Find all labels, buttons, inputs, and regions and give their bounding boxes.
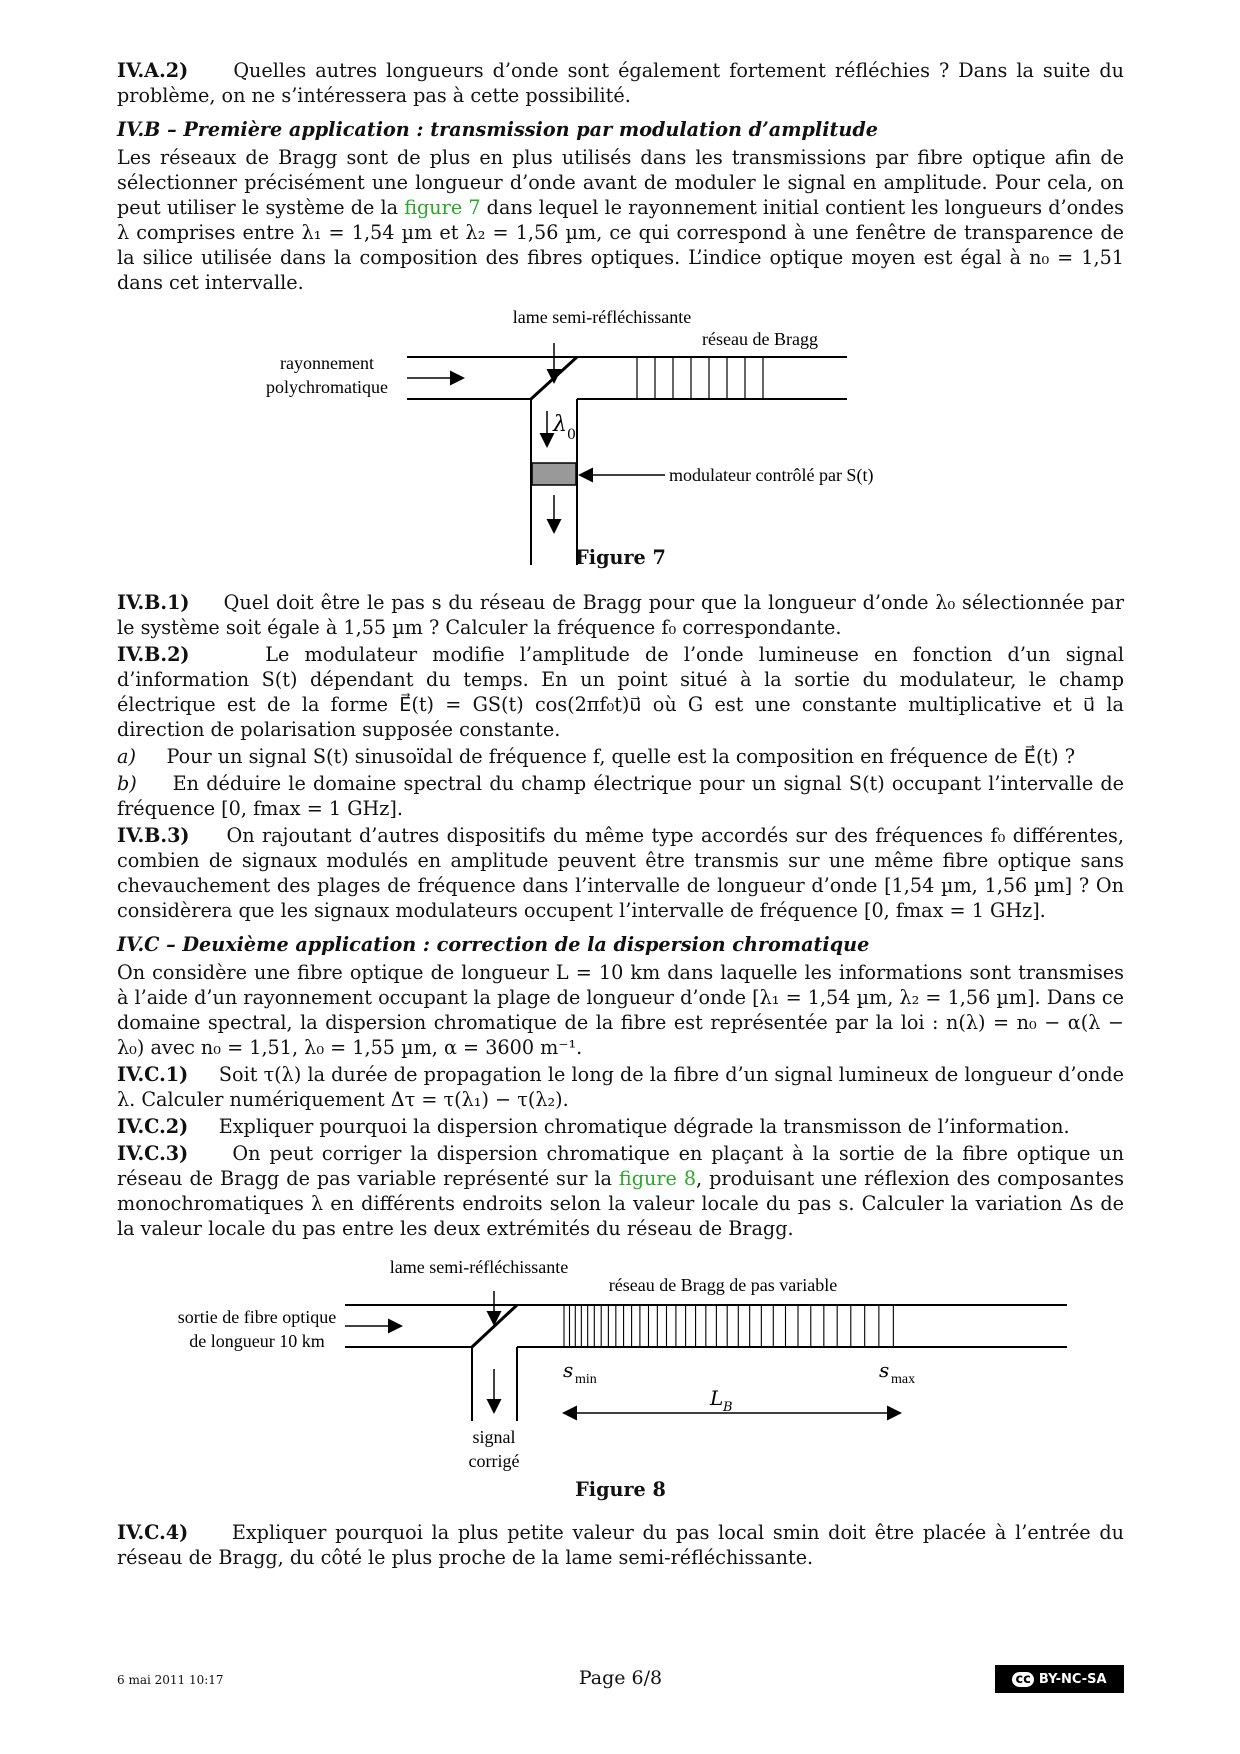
figure-7 xyxy=(117,295,1124,571)
fig8-mirror-label: lame semi-réfléchissante xyxy=(389,1257,569,1277)
question-IVB2 xyxy=(117,642,1124,742)
question-label: IV.C.4) xyxy=(117,1521,189,1544)
figure-8-diagram xyxy=(117,1251,1124,1483)
fig7-bragg-label: réseau de Bragg xyxy=(702,329,818,349)
question-label: IV.C.3) xyxy=(117,1142,189,1165)
footer-date: 6 mai 2011 10:17 xyxy=(117,1673,224,1687)
fig8-smax-label: s xyxy=(879,1358,890,1382)
figure-7-diagram xyxy=(117,295,1124,571)
figure-8-caption: Figure 8 xyxy=(575,1478,666,1501)
figure-8-link[interactable]: figure 8 xyxy=(618,1167,697,1190)
license-badge[interactable] xyxy=(995,1665,1124,1693)
question-text: Expliquer pourquoi la dispersion chromatique dégrade la transmisson de l’information. xyxy=(218,1115,1070,1138)
figure-7-caption: Figure 7 xyxy=(575,546,666,569)
intro-text: Les réseaux de Bragg sont de plus en plus utilisés dans les transmissions par fibre optique afin de sélectionner précisément une longueur d’onde avant de moduler le signal en amplitude. Pour cela, on peut utiliser le système de la xyxy=(117,146,1124,219)
fig7-input-label-1: rayonnement xyxy=(280,353,374,373)
question-IVC4 xyxy=(117,1520,1124,1570)
subquestion-text: Pour un signal S(t) sinusoïdal de fréquence f, quelle est la composition en fréquence de E⃗(t) ? xyxy=(166,745,1076,768)
question-text: Quel doit être le pas s du réseau de Bragg pour que la longueur d’onde λ₀ sélectionnée par le système soit égale à 1,55 µm ? Calculer la fréquence f₀ correspondante. xyxy=(117,591,1124,639)
fig7-bragg-grating xyxy=(637,357,763,399)
question-IVC2 xyxy=(117,1114,1124,1139)
fig7-modulator-label: modulateur contrôlé par S(t) xyxy=(669,465,874,485)
fig7-lambda-label: λ xyxy=(553,412,567,437)
question-label: IV.B.1) xyxy=(117,591,190,614)
question-text: Le modulateur modifie l’amplitude de l’onde lumineuse en fonction d’un signal d’information S(t) dépendant du temps. En un point situé à la sortie du modulateur, le champ électrique est de la forme E⃗(t) = GS(t) cos(2πf₀t)u⃗ où G est une constante multiplicative et u⃗ la direction de polarisation supposée constante. xyxy=(117,643,1124,741)
question-text-2: , produisant une réflexion des composantes monochromatiques λ en différents endroits selon la valeur locale du pas s. Calculer la variation Δs de la valeur locale du pas entre les deux extrémités du réseau de Bragg. xyxy=(117,1167,1124,1240)
fig8-smin-sub: min xyxy=(575,1372,597,1387)
question-label: IV.C.1) xyxy=(117,1063,189,1086)
question-text: On rajoutant d’autres dispositifs du même type accordés sur des fréquences f₀ différentes, combien de signaux modulés en amplitude peuvent être transmis sur une même fibre optique sans chevauchement des plages de fréquence dans l’intervalle de longueur d’onde [1,54 µm, 1,56 µm] ? On considèrera que les signaux modulateurs occupent l’intervalle de fréquence [0, fmax = 1 GHz]. xyxy=(117,824,1124,922)
section-title-C: IV.C – Deuxième application : correction de la dispersion chromatique xyxy=(117,933,870,956)
fig8-bragg-grating xyxy=(564,1305,893,1347)
question-text: Expliquer pourquoi la plus petite valeur du pas local smin doit être placée à l’entrée du réseau de Bragg, du côté le plus proche de la lame semi-réfléchissante. xyxy=(117,1521,1124,1569)
question-label: IV.B.2) xyxy=(117,643,190,666)
question-IVC1 xyxy=(117,1062,1124,1112)
subquestion-label: b) xyxy=(117,772,137,795)
question-text: Soit τ(λ) la durée de propagation le long de la fibre d’un signal lumineux de longueur d’onde λ. Calculer numériquement Δτ = τ(λ₁) − τ(λ₂). xyxy=(117,1063,1124,1111)
intro-text-2: dans lequel le rayonnement initial contient les longueurs d’ondes λ comprises entre λ₁ = 1,54 µm et λ₂ = 1,56 µm, ce qui correspond à une fenêtre de transparence de la silice utilisée dans la composition des fibres optiques. L’indice optique moyen est égal à n₀ = 1,51 dans cet intervalle. xyxy=(117,196,1124,294)
fig8-output-label-1: signal xyxy=(472,1427,516,1447)
fig7-mirror-label: lame semi-réfléchissante xyxy=(512,307,692,327)
fig8-LB-label: L xyxy=(710,1386,724,1410)
section-title-B: IV.B – Première application : transmission par modulation d’amplitude xyxy=(117,118,878,141)
question-IVA2 xyxy=(117,58,1124,108)
fig8-smin-label: s xyxy=(563,1358,574,1382)
question-IVC3 xyxy=(117,1141,1124,1241)
fig7-lambda-sub: 0 xyxy=(567,427,576,443)
page-footer xyxy=(117,1665,1124,1695)
question-IVB3 xyxy=(117,823,1124,923)
fig7-input-label-2: polychromatique xyxy=(266,377,388,397)
subquestion-text: En déduire le domaine spectral du champ électrique pour un signal S(t) occupant l’intervalle de fréquence [0, fmax = 1 GHz]. xyxy=(117,772,1124,820)
page-content xyxy=(117,58,1124,1570)
fig8-smax-sub: max xyxy=(891,1372,916,1387)
question-label: IV.B.3) xyxy=(117,824,190,847)
fig8-output-label-2: corrigé xyxy=(468,1451,520,1471)
question-label: IV.C.2) xyxy=(117,1115,189,1138)
question-IVB1 xyxy=(117,590,1124,640)
cc-icon: cc xyxy=(1012,1672,1033,1687)
section-C-intro: On considère une fibre optique de longueur L = 10 km dans laquelle les informations sont transmises à l’aide d’un rayonnement occupant la plage de longueur d’onde [λ₁ = 1,54 µm, λ₂ = 1,56 µm]. Dans ce domaine spectral, la dispersion chromatique de la fibre est représentée par la loi : n(λ) = n₀ − α(λ − λ₀) avec n₀ = 1,51, λ₀ = 1,55 µm, α = 3600 m⁻¹. xyxy=(117,961,1124,1059)
fig8-bragg-label: réseau de Bragg de pas variable xyxy=(608,1275,838,1295)
license-text: BY-NC-SA xyxy=(1038,1671,1107,1687)
fig8-input-label-2: de longueur 10 km xyxy=(189,1331,325,1351)
figure-7-link[interactable]: figure 7 xyxy=(404,196,481,219)
footer-page-number: Page 6/8 xyxy=(578,1667,663,1689)
fig7-modulator-box xyxy=(532,463,576,485)
question-label: IV.A.2) xyxy=(117,59,189,82)
question-IVB2a xyxy=(117,744,1124,769)
fig8-LB-sub: B xyxy=(723,1400,733,1415)
question-text: On peut corriger la dispersion chromatique en plaçant à la sortie de la fibre optique un réseau de Bragg de pas variable représenté sur la xyxy=(117,1142,1125,1190)
subquestion-label: a) xyxy=(117,745,136,768)
section-B-intro xyxy=(117,145,1124,295)
question-IVB2b xyxy=(117,771,1124,821)
figure-8 xyxy=(117,1251,1124,1483)
question-text: Quelles autres longueurs d’onde sont également fortement réfléchies ? Dans la suite du problème, on ne s’intéressera pas à cette possibilité. xyxy=(117,59,1125,107)
fig8-input-label-1: sortie de fibre optique xyxy=(177,1307,337,1327)
